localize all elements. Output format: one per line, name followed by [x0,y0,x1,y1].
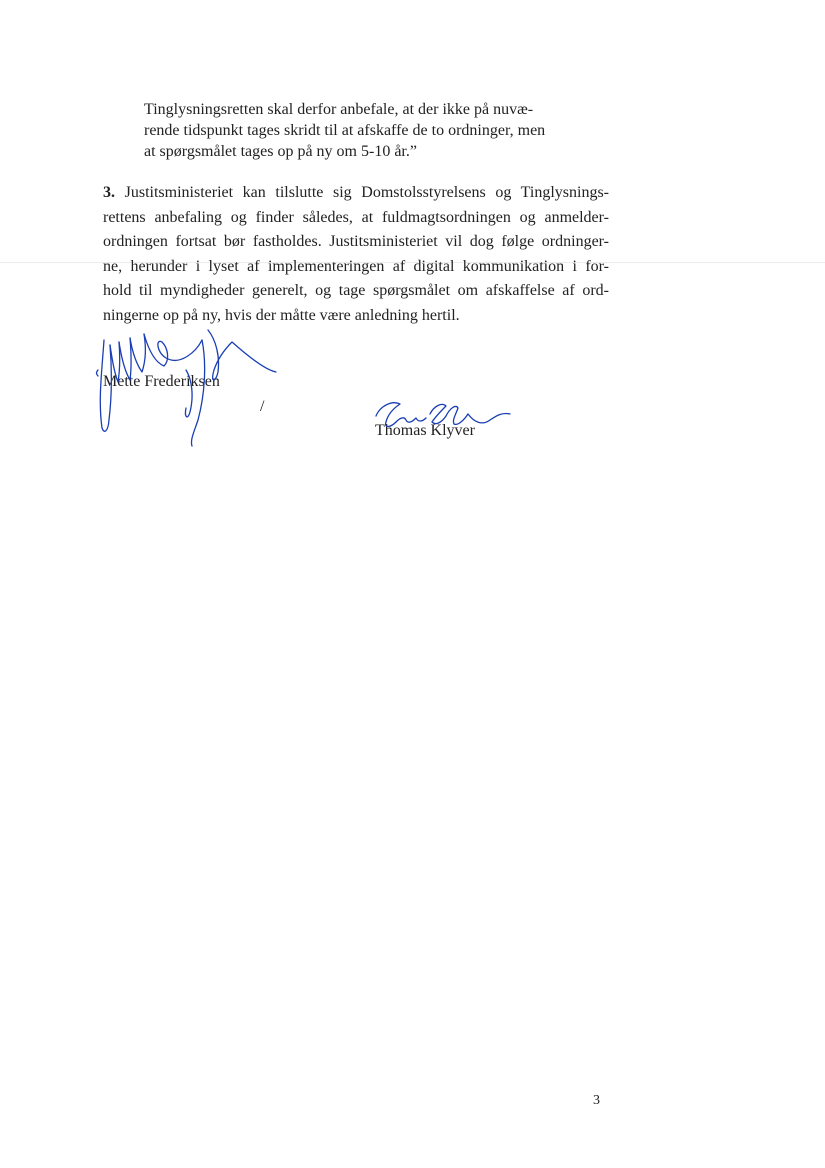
quote-line: at spørgsmålet tages op på ny om 5-10 år.” [144,143,417,160]
section-number: 3. [103,184,115,201]
quote-line: rende tidspunkt tages skridt til at afskaffe de to ordninger, men [144,122,546,139]
signatory-name-right: Thomas Klyver [375,422,475,439]
paragraph-line: ordningen fortsat bør fastholdes. Justitsministeriet vil dog følge ordninger- [103,233,609,250]
paragraph-line: rettens anbefaling og finder således, at fuldmagtsordningen og anmelder- [103,208,609,226]
paragraph-line [103,181,609,206]
quote-line: Tinglysningsretten skal derfor anbefale, at der ikke på nuvæ- [144,101,534,118]
signatory-name-left: Mette Frederiksen [103,373,220,390]
paragraph-line-text: Justitsministeriet kan tilslutte sig Domstolsstyrelsens og Tinglysnings- [124,184,610,201]
page-number: 3 [593,1093,600,1108]
section-3-paragraph [103,181,609,328]
slash-mark: / [260,398,265,415]
quoted-passage [144,99,584,162]
paragraph-line: ningerne op på ny, hvis der måtte være anledning hertil. [103,306,460,324]
paragraph-line: hold til myndigheder generelt, og tage spørgsmålet om afskaffelse af ord- [103,282,609,299]
paragraph-line: ne, herunder i lyset af implementeringen af digital kommunikation i for- [103,257,609,275]
